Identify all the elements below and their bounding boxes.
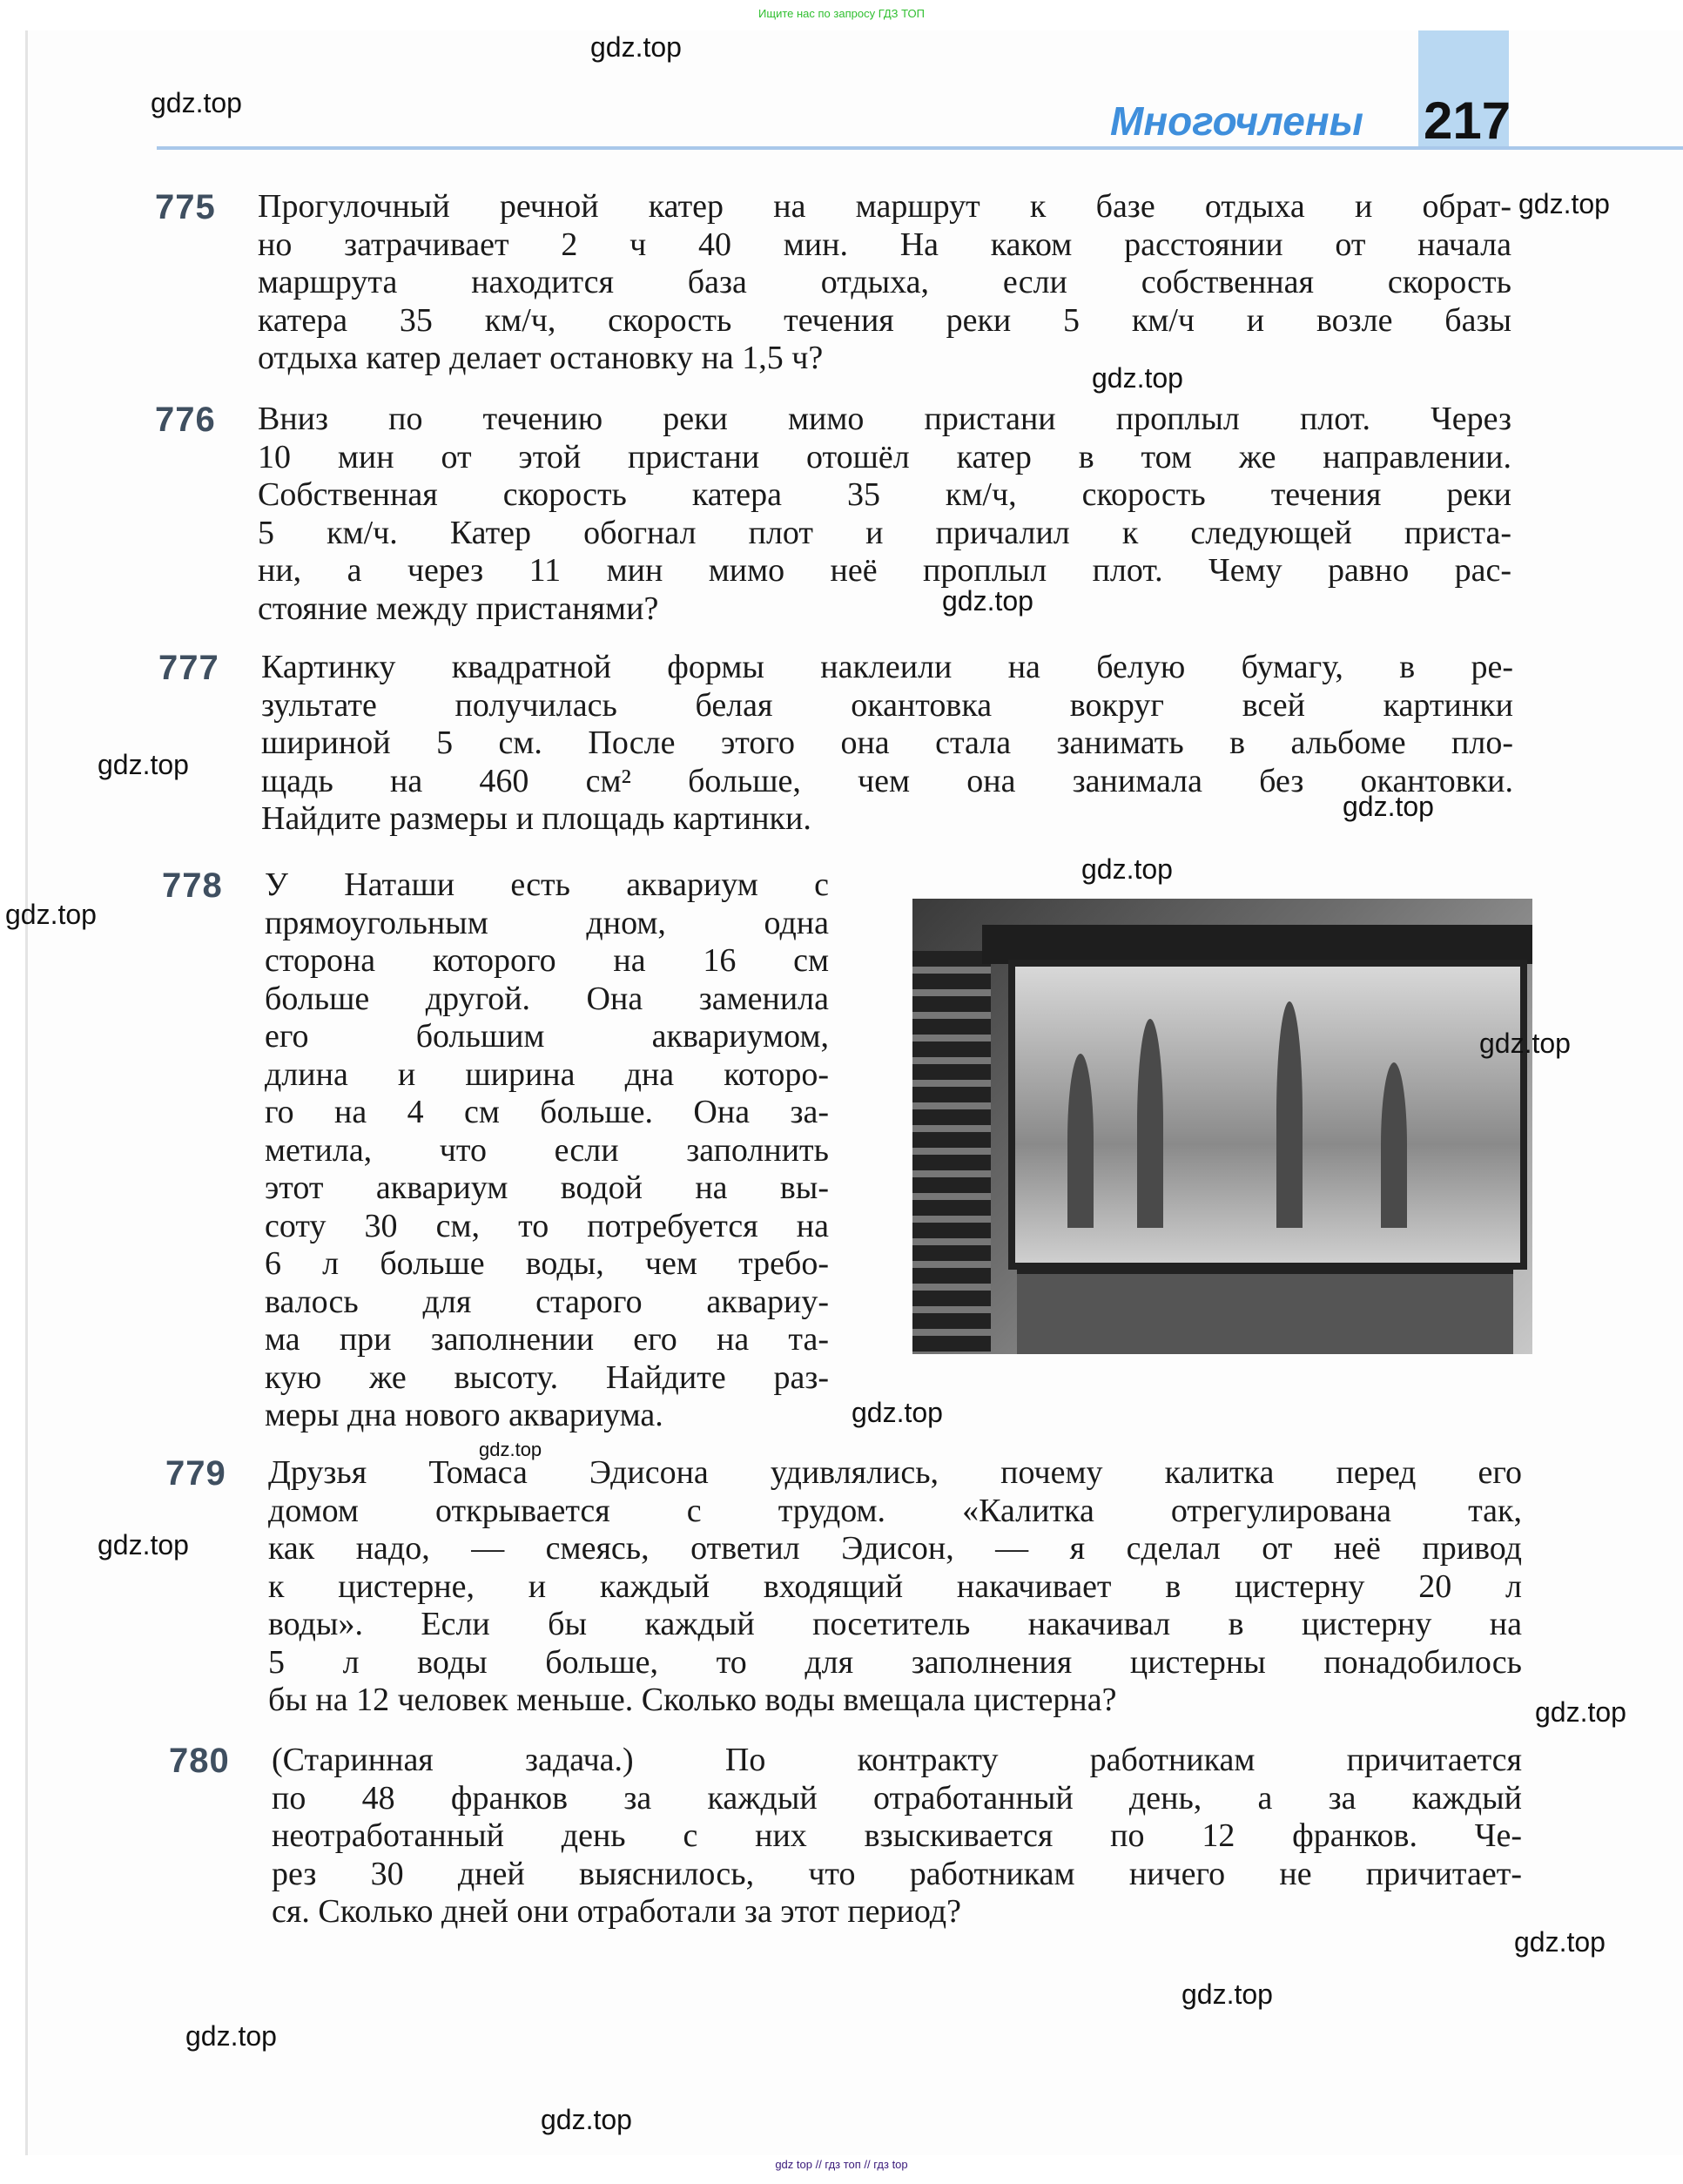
- problem-text-line: 5 км/ч. Катер обогнал плот и причалил к следующей приста-: [258, 514, 1511, 551]
- problem-778: [162, 866, 829, 1435]
- problem-text-line: как надо, — смеясь, ответил Эдисон, — я сделал от неё привод: [268, 1530, 1522, 1567]
- problem-text-line: валось для старого аквариу-: [265, 1283, 829, 1320]
- problem-text-line: прямоугольным дном, одна: [265, 904, 829, 941]
- watermark: gdz.top: [185, 2020, 277, 2052]
- watermark: gdz.top: [479, 1439, 542, 1460]
- problem-text-line: домом открывается с трудом. «Калитка отрегулирована так,: [268, 1492, 1522, 1529]
- problem-text-line: воды». Если бы каждый посетитель накачивал в цистерну на: [268, 1606, 1522, 1642]
- watermark: gdz.top: [852, 1397, 943, 1428]
- problem-text-line: меры дна нового аквариума.: [265, 1397, 663, 1433]
- problem-text-line: щадь на 460 см² больше, чем она занимала без окантовки.: [261, 762, 1513, 799]
- watermark: gdz.top: [98, 749, 189, 780]
- problem-number: 777: [158, 649, 219, 687]
- aquarium-stand: [1017, 1269, 1513, 1354]
- page-number: 217: [1424, 91, 1511, 150]
- problem-text-line: маршрута находится база отдыха, если собственная скорость: [258, 264, 1511, 300]
- problem-text-line: длина и ширина дна которо-: [265, 1055, 829, 1093]
- problem-text-line: сторона которого на 16 см: [265, 942, 829, 979]
- problem-text-line: кую же высоту. Найдите раз-: [265, 1358, 829, 1396]
- problem-text-line: метила, что если заполнить: [265, 1131, 829, 1169]
- problem-text-line: рез 30 дней выяснилось, что работникам ничего не причитает-: [272, 1855, 1522, 1892]
- problem-text-line: соту 30 см, то потребуется на: [265, 1207, 829, 1244]
- problem-text-line: Прогулочный речной катер на маршрут к базе отдыха и обрат-: [258, 188, 1511, 225]
- problem-text-line: стояние между пристанями?: [258, 590, 659, 627]
- problem-text-line: к цистерне, и каждый входящий накачивает в цистерну 20 л: [268, 1567, 1522, 1605]
- top-note: Ищите нас по запросу ГДЗ ТОП: [758, 7, 925, 20]
- problem-text-line: Друзья Томаса Эдисона удивлялись, почему калитка перед его: [268, 1454, 1522, 1491]
- aquarium-lid: [982, 925, 1532, 964]
- problem-text-line: неотработанный день с них взыскивается по 12 франков. Че-: [272, 1817, 1522, 1854]
- problem-text-line: Вниз по течению реки мимо пристани проплыл плот. Через: [258, 401, 1511, 437]
- watermark: gdz.top: [98, 1529, 189, 1560]
- watermark: gdz.top: [1518, 188, 1610, 219]
- problem-number: 775: [155, 188, 216, 226]
- problem-text-line: 10 мин от этой пристани отошёл катер в том же направлении.: [258, 438, 1511, 475]
- problem-text-line: 6 л больше воды, чем требо-: [265, 1245, 829, 1282]
- problem-text-line: Найдите размеры и площадь картинки.: [261, 800, 811, 837]
- problem-780: [169, 1742, 1522, 1931]
- problem-text-line: но затрачивает 2 ч 40 мин. На каком расстоянии от начала: [258, 226, 1511, 263]
- chapter-title: Многочлены: [1110, 98, 1363, 144]
- watermark: gdz.top: [1535, 1696, 1626, 1728]
- problem-776: [155, 401, 1511, 628]
- problem-text-line: ни, а через 11 мин мимо неё проплыл плот. Чему равно рас-: [258, 552, 1511, 589]
- problem-text-line: его большим аквариумом,: [265, 1018, 829, 1055]
- watermark: gdz.top: [1479, 1028, 1571, 1059]
- problem-number: 778: [162, 866, 223, 905]
- problem-text-line: катера 35 км/ч, скорость течения реки 5 км/ч и возле базы: [258, 301, 1511, 339]
- aquarium-photo: [912, 899, 1532, 1354]
- problem-number: 776: [155, 401, 216, 439]
- problem-text-line: отдыха катер делает остановку на 1,5 ч?: [258, 340, 824, 376]
- watermark: gdz.top: [942, 585, 1033, 617]
- problem-number: 779: [165, 1454, 226, 1493]
- problem-text-line: шириной 5 см. После этого она стала занимать в альбоме пло-: [261, 725, 1513, 761]
- problem-text-line: больше другой. Она заменила: [265, 980, 829, 1017]
- problem-text-line: этот аквариум водой на вы-: [265, 1170, 829, 1206]
- problem-text-line: го на 4 см больше. Она за-: [265, 1094, 829, 1130]
- watermark: gdz.top: [5, 899, 97, 930]
- bottom-note: gdz top // гдз топ // гдз top: [775, 2158, 908, 2171]
- problem-number: 780: [169, 1742, 230, 1780]
- watermark: gdz.top: [541, 2104, 632, 2135]
- watermark: gdz.top: [1343, 791, 1434, 822]
- watermark: gdz.top: [1092, 362, 1183, 394]
- problem-text-line: по 48 франков за каждый отработанный день, а за каждый: [272, 1779, 1522, 1817]
- problem-775: [155, 188, 1511, 378]
- watermark: gdz.top: [151, 87, 242, 118]
- problem-text-line: ся. Сколько дней они отработали за этот период?: [272, 1893, 961, 1930]
- aquarium-tank: [1008, 960, 1527, 1270]
- watermark: gdz.top: [1081, 853, 1173, 885]
- watermark: gdz.top: [590, 31, 682, 63]
- watermark: gdz.top: [1181, 1978, 1273, 2010]
- problem-text-line: (Старинная задача.) По контракту работникам причитается: [272, 1742, 1522, 1778]
- watermark: gdz.top: [1514, 1926, 1606, 1958]
- problem-text-line: Картинку квадратной формы наклеили на белую бумагу, в ре-: [261, 649, 1513, 685]
- window-blinds: [912, 951, 991, 1352]
- problem-text-line: ма при заполнении его на та-: [265, 1321, 829, 1358]
- problem-text-line: У Наташи есть аквариум с: [265, 866, 829, 903]
- problem-779: [165, 1454, 1522, 1720]
- problem-text-line: 5 л воды больше, то для заполнения цистерны понадобилось: [268, 1643, 1522, 1681]
- problem-777: [158, 649, 1513, 839]
- problem-text-line: зультате получилась белая окантовка вокруг всей картинки: [261, 686, 1513, 724]
- problem-text-line: Собственная скорость катера 35 км/ч, скорость течения реки: [258, 476, 1511, 513]
- problem-text-line: бы на 12 человек меньше. Сколько воды вмещала цистерна?: [268, 1682, 1117, 1718]
